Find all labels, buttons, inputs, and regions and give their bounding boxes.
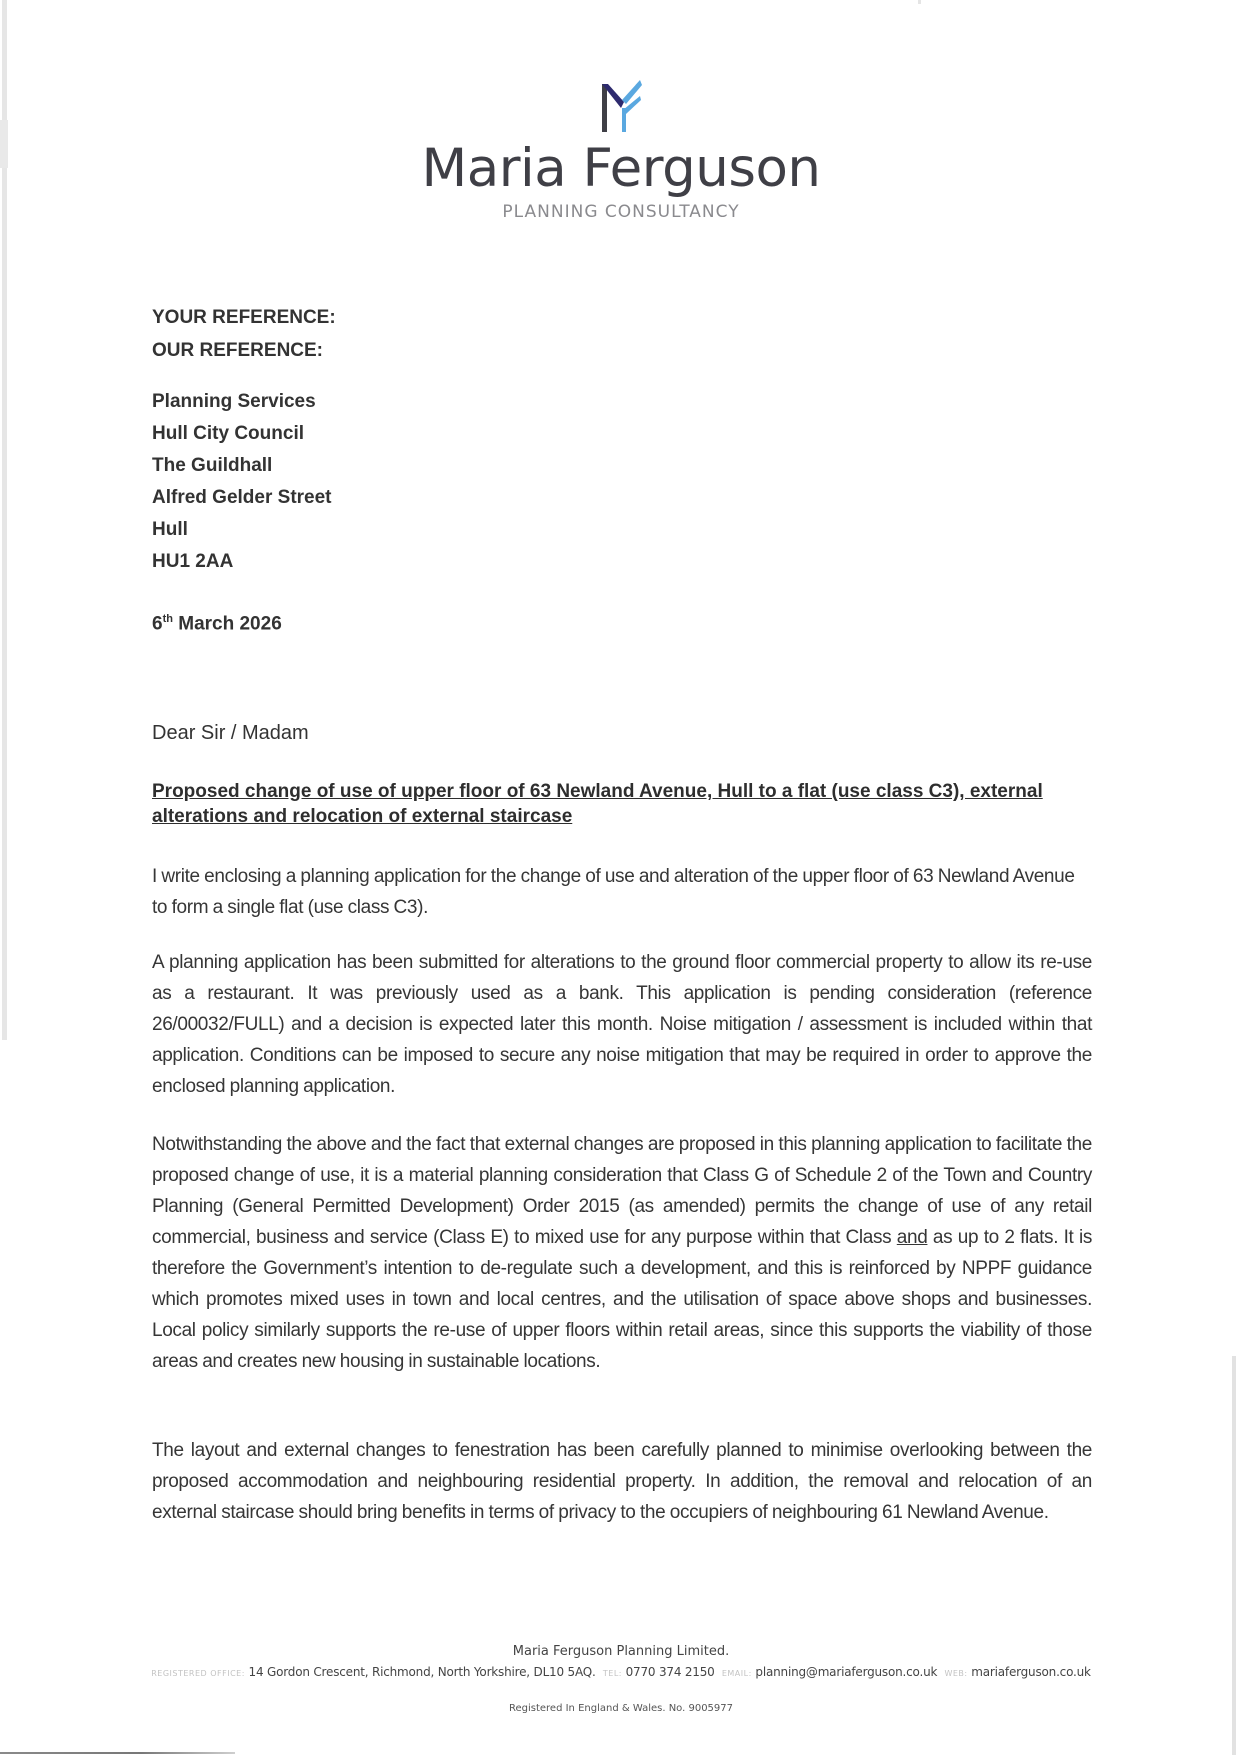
body-paragraph: The layout and external changes to fenestration has been carefully planned to minimise overlooking between the proposed accommodation and neighbouring residential property. In addition, the removal and relocation of an external staircase should bring benefits in terms of privacy to the occupiers of neighbouring 61 Newland Avenue. [152,1440,1092,1523]
underlined-word: and [896,1227,928,1248]
mf-monogram-icon [596,78,646,136]
our-reference-label: OUR REFERENCE: [152,340,324,361]
registered-office-address: 14 Gordon Crescent, Richmond, North Yorkshire, DL10 5AQ. [248,1665,596,1679]
salutation: Dear Sir / Madam [152,722,309,744]
scan-edge-artifact [0,1752,235,1754]
letterhead [0,78,1242,222]
address-line: The Guildhall [152,455,273,476]
address-line: Hull City Council [152,423,304,444]
body-paragraph [152,1129,1092,1377]
address-line: Hull [152,519,188,540]
web-label: WEB: [944,1669,968,1678]
body-paragraph: A planning application has been submitted for alterations to the ground floor commercial property to allow its re-use as a restaurant. It was previously used as a bank. This application is pending consideration (reference 26/00032/FULL) and a decision is expected later this month. Noise mitigation / assessment is included within that application. Conditions can be imposed to secure any noise mitigation that may be required in order to approve the enclosed planning application. [152,952,1092,1097]
website-link[interactable]: mariaferguson.co.uk [971,1665,1091,1679]
your-reference-label: YOUR REFERENCE: [152,307,336,328]
date-month-year: March 2026 [172,613,282,635]
registered-office-label: REGISTERED OFFICE: [151,1669,245,1678]
footer-registration: Registered In England & Wales. No. 9005977 [508,1703,734,1714]
footer-company-name: Maria Ferguson Planning Limited. [512,1644,730,1659]
scan-edge-artifact [1232,1356,1236,1755]
footer-contact-line [0,1665,1242,1679]
reference-block [152,301,1092,367]
address-line: Alfred Gelder Street [152,487,332,508]
date-day: 6 [152,613,163,635]
date-suffix: th [162,613,173,625]
recipient-address [152,386,1092,578]
paragraph-text: as up to 2 flats. It is therefore the Government’s intention to de-regulate such a development, and this is reinforced by NPPF guidance which promotes mixed uses in town and local centres, and the utilisation of space above shops and businesses. Local policy similarly supports the re-use of upper floors within retail areas, since this supports the viability of those areas and creates new housing in sustainable locations. [152,1227,1093,1372]
address-line: HU1 2AA [152,551,234,572]
letter-date [152,613,1092,635]
paragraph-text: Notwithstanding the above and the fact that external changes are proposed in this planning application to facilitate the proposed change of use, it is a material planning consideration that Class G of Schedule 2 of the Town and Country Planning (General Permitted Development) Order 2015 (as amended) permits the change of use of any retail commercial, business and service (Class E) to mixed use for any purpose within that Class [152,1134,1092,1248]
brand-name: Maria Ferguson [421,138,821,199]
scan-speck [918,0,921,4]
subject-heading: Proposed change of use of upper floor of 63 Newland Avenue, Hull to a flat (use class C3), external alterations and relocation of external staircase [152,781,1043,827]
tel-number: 0770 374 2150 [625,1665,715,1679]
brand-subtitle: PLANNING CONSULTANCY [502,202,740,222]
address-line: Planning Services [152,391,316,412]
body-paragraph: I write enclosing a planning application for the change of use and alteration of the upper floor of 63 Newland Avenue to form a single flat (use class C3). [152,866,1075,918]
tel-label: TEL: [602,1669,622,1678]
email-address[interactable]: planning@mariaferguson.co.uk [755,1665,938,1679]
email-label: EMAIL: [721,1669,752,1678]
